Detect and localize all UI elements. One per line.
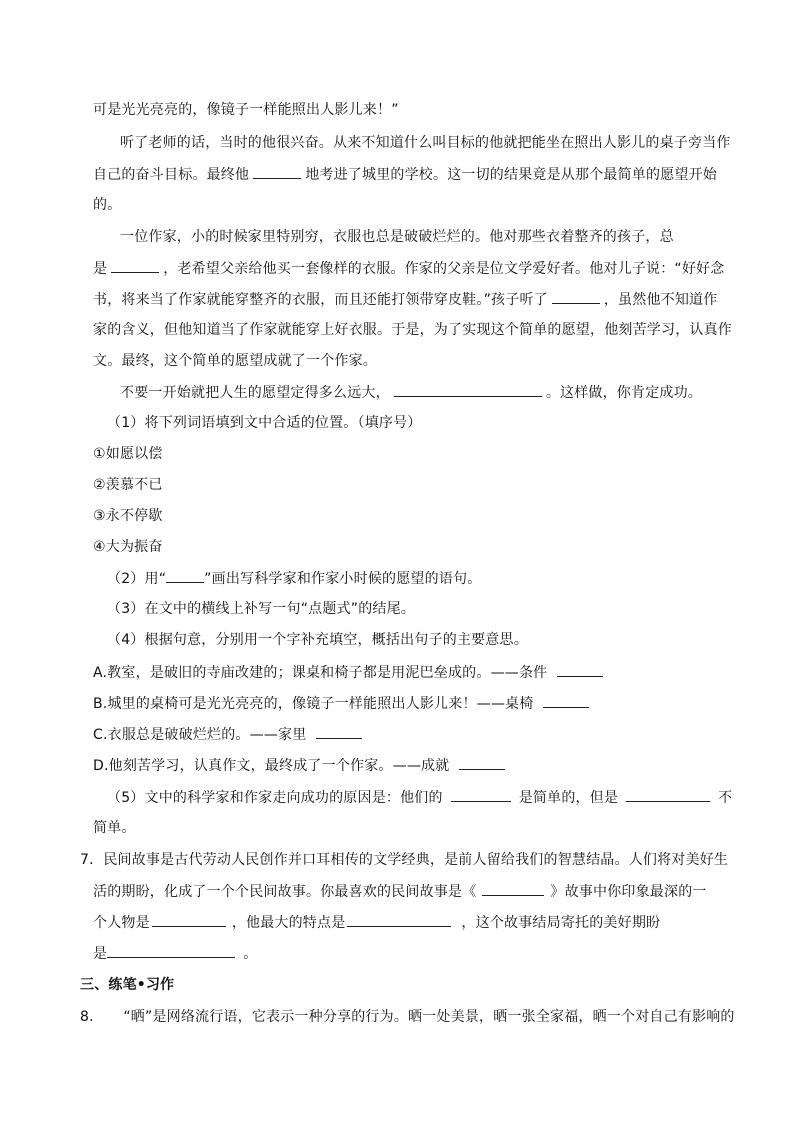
text: 是 xyxy=(93,946,108,962)
text: 一位作家，小的时候家里特别穷，衣服也总是破破烂烂的。他对那些衣着整齐的孩子，总 xyxy=(120,229,674,245)
text: 地考进了城里的学校。这一切的结果竟是从那个最简单的愿望开始 xyxy=(305,167,718,183)
blank-line[interactable] xyxy=(451,787,511,802)
blank-line[interactable] xyxy=(107,943,235,958)
blank-line[interactable] xyxy=(111,258,159,273)
question-7-line xyxy=(93,943,257,964)
text: （5）文中的科学家和作家走向成功的原因是：他们的 xyxy=(107,790,443,806)
text: 个人物是 xyxy=(93,915,150,931)
passage-line xyxy=(120,227,674,247)
blank-line[interactable] xyxy=(394,382,542,397)
blank-line[interactable] xyxy=(253,164,301,179)
text: （4）根据句意，分别用一个字补充填空，概括出句子的主要意思。 xyxy=(107,632,528,648)
question-4 xyxy=(107,630,528,650)
blank-line[interactable] xyxy=(459,755,505,770)
text: 。这样做，你肯定成功。 xyxy=(545,385,703,401)
option-item xyxy=(93,506,163,526)
question-5 xyxy=(107,787,732,808)
text: 可是光光亮亮的，像镜子一样能照出人影儿来！” xyxy=(93,102,399,118)
passage-line xyxy=(93,320,732,340)
section-heading xyxy=(80,975,174,995)
text: ”画出写科学家和作家小时候的愿望的语句。 xyxy=(204,571,482,587)
text: 不要一开始就把人生的愿望定得多么远大， xyxy=(120,385,390,401)
option-item xyxy=(93,444,163,464)
text: ，他最大的特点是 xyxy=(231,915,346,931)
question-3 xyxy=(107,599,415,619)
text: 的。 xyxy=(93,197,122,213)
question-number: 7． xyxy=(80,852,104,868)
passage-line xyxy=(93,195,121,215)
text: 文。最终，这个简单的愿望成就了一个作家。 xyxy=(93,353,377,369)
option-item xyxy=(93,537,163,557)
text: D.他刻苦学习，认真作文，最终成了一个作家。——成就 xyxy=(93,758,450,774)
text: 三、练笔•习作 xyxy=(80,977,175,993)
question-8 xyxy=(80,1007,735,1027)
text: 书，将来当了作家就能穿整齐的衣服，而且还能打领带穿皮鞋。”孩子听了 xyxy=(93,292,548,308)
sub-question-d xyxy=(93,755,509,776)
question-7-line xyxy=(93,912,660,933)
passage-line xyxy=(120,133,731,153)
text: 。 xyxy=(243,946,258,962)
passage-line xyxy=(93,289,717,310)
text: ④大为振奋 xyxy=(93,539,163,555)
text: B.城里的桌椅可是光光亮亮的，像镜子一样能照出人影儿来！——桌椅 xyxy=(93,696,534,712)
passage-line xyxy=(120,382,702,403)
blank-line[interactable] xyxy=(152,912,226,927)
question-2 xyxy=(107,568,481,589)
blank-line[interactable] xyxy=(552,289,600,304)
text: ，老希望父亲给他买一套像样的衣服。作家的父亲是位文学爱好者。他对儿子说：“好好念 xyxy=(163,261,725,277)
text: A.教室，是破旧的寺庙改建的；课桌和椅子都是用泥巴垒成的。——条件 xyxy=(93,665,548,681)
text: 简单。 xyxy=(93,820,136,836)
text: ，虽然他不知道作 xyxy=(603,292,718,308)
sub-question-a xyxy=(93,662,607,683)
text: 家的含义，但他知道当了作家就能穿上好衣服。于是，为了实现这个简单的愿望，他刻苦学习，认真作 xyxy=(93,322,732,338)
text: “晒”是网络流行语，它表示一种分享的行为。晒一处美景，晒一张全家福，晒一个对自己有影响的 xyxy=(123,1009,735,1025)
text: 不 xyxy=(718,790,733,806)
text: 活的期盼，化成了一个个民间故事。你最喜欢的民间故事是《 xyxy=(93,884,477,900)
question-5-cont xyxy=(93,818,136,838)
underline-sample xyxy=(166,568,204,583)
text: 听了老师的话，当时的他很兴奋。从来不知道什么叫目标的他就把能坐在照出人影儿的桌子旁当作 xyxy=(120,135,731,151)
text: ①如愿以偿 xyxy=(93,446,163,462)
question-7 xyxy=(80,850,728,870)
text: 自己的奋斗目标。最终他 xyxy=(93,167,250,183)
text: ，这个故事结局寄托的美好期盼 xyxy=(461,915,661,931)
text: （3）在文中的横线上补写一句“点题式”的结尾。 xyxy=(107,601,416,617)
passage-line xyxy=(93,100,399,120)
question-1 xyxy=(107,413,422,433)
text: 是 xyxy=(93,261,108,277)
sub-question-b xyxy=(93,693,593,714)
question-number: 8． xyxy=(80,1009,104,1025)
question-7-line xyxy=(93,881,707,902)
text: （1）将下列词语填到文中合适的位置。（填序号） xyxy=(107,415,422,431)
blank-line[interactable] xyxy=(543,693,589,708)
text: ③永不停歇 xyxy=(93,508,163,524)
text: 》故事中你印象最深的一 xyxy=(550,884,707,900)
passage-line xyxy=(93,258,724,279)
passage-line xyxy=(93,351,377,371)
blank-line[interactable] xyxy=(626,787,710,802)
blank-line[interactable] xyxy=(316,724,362,739)
text: （2）用“ xyxy=(107,571,167,587)
text: ②羡慕不已 xyxy=(93,477,163,493)
text: 民间故事是古代劳动人民创作并口耳相传的文学经典，是前人留给我们的智慧结晶。人们将对美好生 xyxy=(103,852,729,868)
text: 是简单的，但是 xyxy=(518,790,619,806)
blank-line[interactable] xyxy=(482,881,544,896)
blank-line[interactable] xyxy=(347,912,451,927)
passage-line xyxy=(93,164,717,185)
blank-line[interactable] xyxy=(557,662,603,677)
sub-question-c xyxy=(93,724,366,745)
option-item xyxy=(93,475,163,495)
text: C.衣服总是破破烂烂的。——家里 xyxy=(93,727,307,743)
